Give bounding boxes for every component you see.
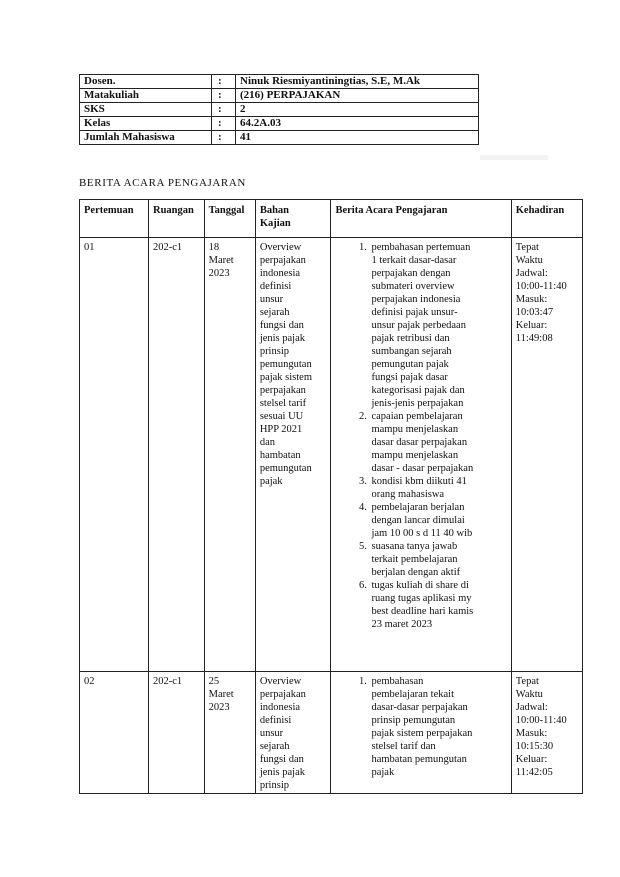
cell-tanggal [204, 238, 255, 672]
kehadiran-line: Tepat [515, 676, 539, 687]
berita-item [369, 540, 506, 579]
cell-ruangan: 202-c1 [148, 672, 204, 794]
cell-bahan-kajian [255, 238, 331, 672]
header-tanggal: Tanggal [204, 200, 255, 238]
bahan-line: prinsip [259, 346, 289, 357]
kehadiran-line: Tepat [515, 242, 539, 253]
bahan-line: Overview [259, 242, 302, 253]
berita-line: 5. suasana tanya jawab [371, 541, 458, 552]
info-row [80, 103, 479, 117]
bahan-line: jenis pajak [259, 333, 306, 344]
bahan-line: perpajakan [259, 689, 306, 700]
cell-tanggal [204, 672, 255, 794]
bahan-line: fungsi dan [259, 754, 304, 765]
bahan-line: fungsi dan [259, 320, 304, 331]
bahan-line: definisi [259, 281, 292, 292]
cell-ruangan: 202-c1 [148, 238, 204, 672]
berita-item [369, 675, 506, 779]
berita-line: 23 maret 2023 [371, 619, 433, 630]
berita-line: dasar - dasar perpajakan [371, 463, 474, 474]
berita-line: pajak sistem perpajakan [371, 728, 473, 739]
scan-shadow [480, 155, 548, 160]
berita-line: mampu menjelaskan [371, 424, 459, 435]
cell-pertemuan: 02 [80, 672, 149, 794]
info-row [80, 117, 479, 131]
berita-line: berjalan dengan aktif [371, 567, 461, 578]
berita-line: 2. capaian pembelajaran [371, 411, 463, 422]
berita-line: perpajakan dengan [371, 268, 451, 279]
berita-line: prinsip pemungutan [371, 715, 456, 726]
berita-line: best deadline hari kamis [371, 606, 474, 617]
berita-line: dasar-dasar perpajakan [371, 702, 468, 713]
berita-line: pajak [371, 767, 395, 778]
berita-line: dengan lancar dimulai [371, 515, 465, 526]
cell-berita-acara [331, 672, 511, 794]
info-value: 41 [236, 131, 479, 145]
bahan-line: hambatan [259, 450, 301, 461]
berita-line: jam 10 00 s d 11 40 wib [371, 528, 473, 539]
berita-list [335, 675, 506, 779]
tanggal-line: 2023 [208, 702, 230, 713]
berita-item [369, 579, 506, 631]
kehadiran-line: 10:00-11:40 [515, 715, 567, 726]
info-value: Ninuk Riesmiyantiningtias, S.E, M.Ak [236, 75, 479, 89]
berita-line: unsur pajak perbedaan [371, 320, 466, 331]
kehadiran-line: 10:03:47 [515, 307, 554, 318]
tanggal-line: 25 [208, 676, 220, 687]
bahan-line: indonesia [259, 268, 301, 279]
course-info-table [79, 74, 479, 145]
info-label: Dosen. [80, 75, 212, 89]
berita-line: jenis-jenis perpajakan [371, 398, 464, 409]
bahan-line: stelsel tarif [259, 398, 307, 409]
bahan-line: pemungutan [259, 359, 312, 370]
cell-pertemuan: 01 [80, 238, 149, 672]
info-label: Kelas [80, 117, 212, 131]
berita-line: pemungutan pajak [371, 359, 449, 370]
tanggal-line: Maret [208, 689, 234, 700]
berita-item [369, 501, 506, 540]
header-kehadiran: Kehadiran [511, 200, 582, 238]
berita-line: perpajakan indonesia [371, 294, 461, 305]
berita-line: kategorisasi pajak dan [371, 385, 465, 396]
section-title: BERITA ACARA PENGAJARAN [79, 177, 246, 189]
kehadiran-line: 10:15:30 [515, 741, 554, 752]
info-label: Matakuliah [80, 89, 212, 103]
bahan-line: pajak [259, 476, 283, 487]
berita-line: orang mahasiswa [371, 489, 445, 500]
berita-line: 1. pembahasan pertemuan [371, 242, 471, 253]
kehadiran-line: Keluar: [515, 754, 548, 765]
berita-line: 1 terkait dasar-dasar [371, 255, 457, 266]
info-separator: : [212, 75, 236, 89]
info-separator: : [212, 131, 236, 145]
kehadiran-line: Jadwal: [515, 702, 548, 713]
kehadiran-line: 11:42:05 [515, 767, 553, 778]
info-label: SKS [80, 103, 212, 117]
info-separator: : [212, 117, 236, 131]
berita-item [369, 410, 506, 475]
tanggal-line: 2023 [208, 268, 230, 279]
bahan-line: jenis pajak [259, 767, 306, 778]
bahan-line: indonesia [259, 702, 301, 713]
kehadiran-line: Waktu [515, 689, 543, 700]
bahan-line: HPP 2021 [259, 424, 303, 435]
berita-line: mampu menjelaskan [371, 450, 459, 461]
info-value: (216) PERPAJAKAN [236, 89, 479, 103]
berita-line: ruang tugas aplikasi my [371, 593, 472, 604]
info-separator: : [212, 103, 236, 117]
bahan-line: sesuai UU [259, 411, 304, 422]
info-row [80, 131, 479, 145]
header-ruangan: Ruangan [148, 200, 204, 238]
berita-line: hambatan pemungutan [371, 754, 467, 765]
cell-berita-acara [331, 238, 511, 672]
tanggal-line: 18 [208, 242, 220, 253]
cell-bahan-kajian [255, 672, 331, 794]
kehadiran-line: 11:49:08 [515, 333, 553, 344]
berita-line: stelsel tarif dan [371, 741, 436, 752]
berita-line: 1. pembahasan [371, 676, 424, 687]
berita-item [369, 475, 506, 501]
bahan-line: pajak sistem [259, 372, 313, 383]
tanggal-line: Maret [208, 255, 234, 266]
header-pertemuan: Pertemuan [80, 200, 149, 238]
berita-line: sumbangan sejarah [371, 346, 452, 357]
bahan-line: unsur [259, 294, 284, 305]
header-bahan-line2: Kajian [259, 218, 291, 229]
kehadiran-line: Jadwal: [515, 268, 548, 279]
cell-kehadiran [511, 672, 582, 794]
info-separator: : [212, 89, 236, 103]
info-row [80, 89, 479, 103]
bahan-line: definisi [259, 715, 292, 726]
berita-item [369, 241, 506, 410]
bahan-line: dan [259, 437, 275, 448]
header-berita-acara: Berita Acara Pengajaran [331, 200, 511, 238]
kehadiran-line: Masuk: [515, 728, 548, 739]
bahan-line: perpajakan [259, 385, 306, 396]
cell-kehadiran [511, 238, 582, 672]
kehadiran-line: Waktu [515, 255, 543, 266]
table-row [80, 672, 583, 794]
info-row [80, 75, 479, 89]
table-header-row [80, 200, 583, 238]
info-label: Jumlah Mahasiswa [80, 131, 212, 145]
bahan-line: prinsip [259, 780, 289, 791]
bahan-line: unsur [259, 728, 284, 739]
bahan-line: perpajakan [259, 255, 306, 266]
berita-line: 4. pembelajaran berjalan [371, 502, 465, 513]
berita-line: fungsi pajak dasar [371, 372, 448, 383]
berita-line: pajak retribusi dan [371, 333, 450, 344]
berita-line: definisi pajak unsur- [371, 307, 458, 318]
table-row [80, 238, 583, 672]
bahan-line: sejarah [259, 741, 290, 752]
bahan-line: Overview [259, 676, 302, 687]
berita-line: terkait pembelajaran [371, 554, 458, 565]
berita-line: 6. tugas kuliah di share di [371, 580, 469, 591]
kehadiran-line: 10:00-11:40 [515, 281, 567, 292]
berita-line: pembelajaran tekait [371, 689, 454, 700]
teaching-record-table [79, 199, 583, 794]
info-value: 64.2A.03 [236, 117, 479, 131]
header-bahan-line1: Bahan [259, 205, 289, 216]
berita-list [335, 241, 506, 631]
header-bahan-kajian [255, 200, 331, 238]
bahan-line: pemungutan [259, 463, 312, 474]
kehadiran-line: Keluar: [515, 320, 548, 331]
berita-line: 3. kondisi kbm diikuti 41 [371, 476, 467, 487]
info-value: 2 [236, 103, 479, 117]
bahan-line: sejarah [259, 307, 290, 318]
berita-line: dasar dasar perpajakan [371, 437, 468, 448]
kehadiran-line: Masuk: [515, 294, 548, 305]
berita-line: submateri overview [371, 281, 455, 292]
